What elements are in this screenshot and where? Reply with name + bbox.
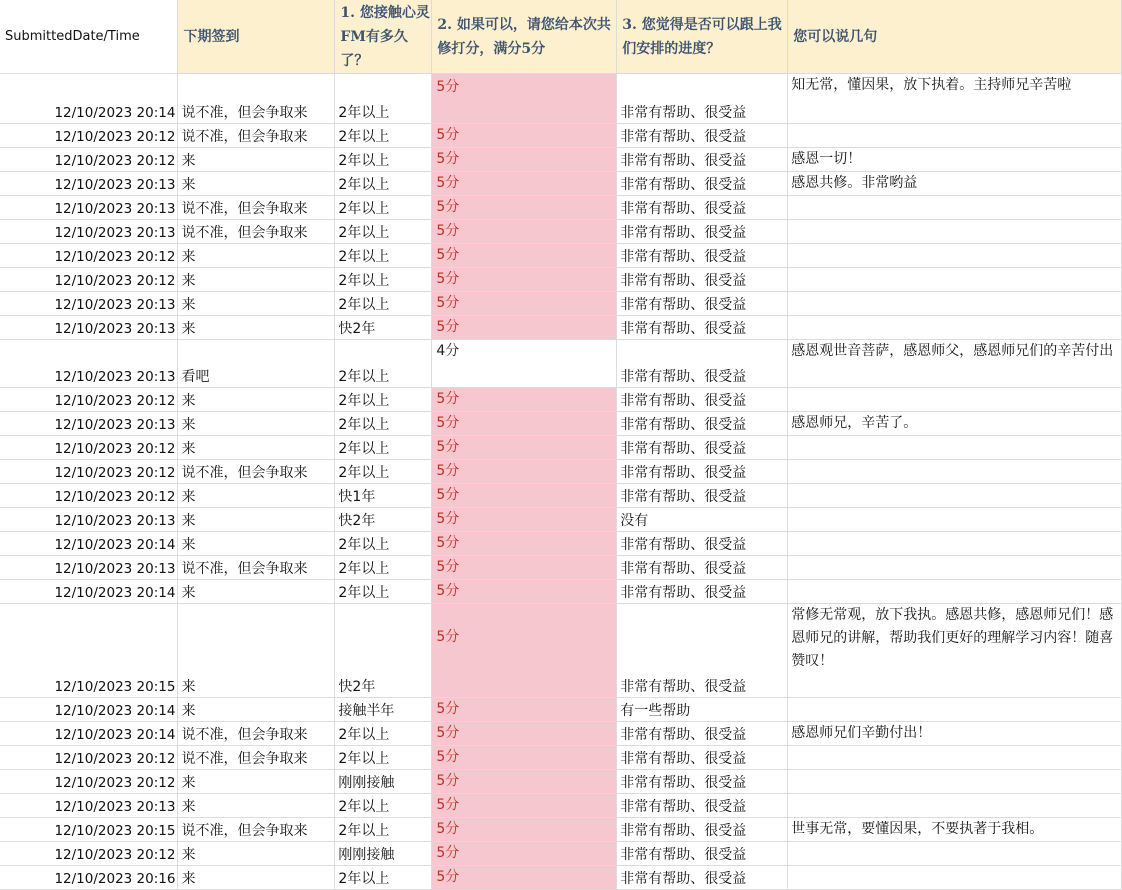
cell-score[interactable]: 5分: [432, 436, 617, 460]
cell-score[interactable]: 5分: [432, 388, 617, 412]
cell-score[interactable]: 4分: [432, 340, 617, 388]
cell-comment[interactable]: [788, 196, 1122, 220]
cell-score[interactable]: 5分: [432, 316, 617, 340]
cell-comment[interactable]: 世事无常，要懂因果，不要执著于我相。: [788, 818, 1122, 842]
cell-date[interactable]: 12/10/2023 20:14: [0, 698, 178, 722]
cell-progress[interactable]: 非常有帮助、很受益: [617, 818, 788, 842]
cell-score[interactable]: 5分: [432, 722, 617, 746]
cell-date[interactable]: 12/10/2023 20:12: [0, 268, 178, 292]
cell-duration[interactable]: 刚刚接触: [335, 842, 432, 866]
table-row: [0, 556, 1122, 580]
cell-date[interactable]: 12/10/2023 20:13: [0, 508, 178, 532]
cell-date[interactable]: 12/10/2023 20:12: [0, 842, 178, 866]
cell-duration[interactable]: 2年以上: [335, 460, 432, 484]
cell-comment[interactable]: [788, 698, 1122, 722]
cell-duration[interactable]: 2年以上: [335, 556, 432, 580]
cell-progress[interactable]: 非常有帮助、很受益: [617, 460, 788, 484]
cell-score[interactable]: 5分: [432, 604, 617, 698]
cell-progress[interactable]: 非常有帮助、很受益: [617, 340, 788, 388]
cell-date[interactable]: 12/10/2023 20:14: [0, 74, 178, 124]
cell-date[interactable]: 12/10/2023 20:13: [0, 220, 178, 244]
cell-signup[interactable]: 来: [178, 244, 335, 268]
cell-date[interactable]: 12/10/2023 20:12: [0, 770, 178, 794]
cell-duration[interactable]: 快2年: [335, 508, 432, 532]
cell-signup[interactable]: 说不准，但会争取来: [178, 460, 335, 484]
cell-comment[interactable]: [788, 794, 1122, 818]
cell-progress[interactable]: 非常有帮助、很受益: [617, 244, 788, 268]
cell-progress[interactable]: 非常有帮助、很受益: [617, 388, 788, 412]
table-row: [0, 316, 1122, 340]
cell-comment[interactable]: [788, 842, 1122, 866]
cell-duration[interactable]: 2年以上: [335, 172, 432, 196]
cell-signup[interactable]: 来: [178, 292, 335, 316]
cell-date[interactable]: 12/10/2023 20:15: [0, 604, 178, 698]
table-row: [0, 388, 1122, 412]
cell-score[interactable]: 5分: [432, 244, 617, 268]
cell-duration[interactable]: 2年以上: [335, 532, 432, 556]
cell-date[interactable]: 12/10/2023 20:13: [0, 196, 178, 220]
cell-date[interactable]: 12/10/2023 20:12: [0, 124, 178, 148]
table-row: [0, 746, 1122, 770]
cell-signup[interactable]: 来: [178, 842, 335, 866]
cell-date[interactable]: 12/10/2023 20:14: [0, 580, 178, 604]
cell-date[interactable]: 12/10/2023 20:12: [0, 460, 178, 484]
cell-signup[interactable]: 来: [178, 172, 335, 196]
cell-comment[interactable]: [788, 532, 1122, 556]
cell-signup[interactable]: 说不准，但会争取来: [178, 556, 335, 580]
cell-comment[interactable]: [788, 124, 1122, 148]
cell-date[interactable]: 12/10/2023 20:13: [0, 794, 178, 818]
cell-signup[interactable]: 来: [178, 148, 335, 172]
cell-comment[interactable]: [788, 556, 1122, 580]
cell-comment[interactable]: 感恩师兄们辛勤付出！: [788, 722, 1122, 746]
cell-score[interactable]: 5分: [432, 292, 617, 316]
cell-progress[interactable]: 非常有帮助、很受益: [617, 722, 788, 746]
table-row: [0, 842, 1122, 866]
cell-duration[interactable]: 快1年: [335, 484, 432, 508]
cell-comment[interactable]: [788, 436, 1122, 460]
cell-comment[interactable]: 常修无常观，放下我执。感恩共修，感恩师兄们！感恩师兄的讲解，帮助我们更好的理解学习内容！随喜赞叹！: [788, 604, 1122, 698]
cell-signup[interactable]: 说不准，但会争取来: [178, 196, 335, 220]
cell-progress[interactable]: 非常有帮助、很受益: [617, 220, 788, 244]
cell-date[interactable]: 12/10/2023 20:12: [0, 436, 178, 460]
cell-score[interactable]: 5分: [432, 74, 617, 124]
cell-comment[interactable]: 知无常，懂因果，放下执着。主持师兄辛苦啦: [788, 74, 1122, 124]
cell-progress[interactable]: 非常有帮助、很受益: [617, 436, 788, 460]
cell-signup[interactable]: 来: [178, 268, 335, 292]
table-row: [0, 74, 1122, 124]
cell-duration[interactable]: 2年以上: [335, 148, 432, 172]
cell-date[interactable]: 12/10/2023 20:13: [0, 172, 178, 196]
table-row: [0, 698, 1122, 722]
cell-signup[interactable]: 说不准，但会争取来: [178, 124, 335, 148]
table-row: [0, 412, 1122, 436]
cell-progress[interactable]: 非常有帮助、很受益: [617, 746, 788, 770]
table-row: [0, 244, 1122, 268]
cell-score[interactable]: 5分: [432, 866, 617, 890]
cell-progress[interactable]: 有一些帮助: [617, 698, 788, 722]
cell-comment[interactable]: [788, 220, 1122, 244]
cell-comment[interactable]: [788, 316, 1122, 340]
table-row: [0, 268, 1122, 292]
cell-progress[interactable]: 非常有帮助、很受益: [617, 124, 788, 148]
table-row: [0, 220, 1122, 244]
cell-date[interactable]: 12/10/2023 20:14: [0, 722, 178, 746]
cell-signup[interactable]: 来: [178, 388, 335, 412]
header-row: [0, 0, 1122, 74]
cell-signup[interactable]: 来: [178, 532, 335, 556]
cell-score[interactable]: 5分: [432, 196, 617, 220]
table-row: [0, 580, 1122, 604]
table-row: [0, 818, 1122, 842]
cell-comment[interactable]: [788, 746, 1122, 770]
table-row: [0, 866, 1122, 890]
cell-signup[interactable]: 来: [178, 484, 335, 508]
cell-signup[interactable]: 来: [178, 770, 335, 794]
cell-duration[interactable]: 2年以上: [335, 388, 432, 412]
cell-score[interactable]: 5分: [432, 580, 617, 604]
cell-duration[interactable]: 接触半年: [335, 698, 432, 722]
cell-score[interactable]: 5分: [432, 124, 617, 148]
header-comment[interactable]: 您可以说几句: [788, 0, 1122, 74]
cell-signup[interactable]: 来: [178, 436, 335, 460]
cell-duration[interactable]: 2年以上: [335, 292, 432, 316]
cell-comment[interactable]: [788, 484, 1122, 508]
cell-progress[interactable]: 非常有帮助、很受益: [617, 580, 788, 604]
cell-date[interactable]: 12/10/2023 20:13: [0, 556, 178, 580]
cell-comment[interactable]: [788, 508, 1122, 532]
cell-comment[interactable]: 感恩观世音菩萨，感恩师父，感恩师兄们的辛苦付出: [788, 340, 1122, 388]
cell-date[interactable]: 12/10/2023 20:12: [0, 746, 178, 770]
cell-signup[interactable]: 说不准，但会争取来: [178, 722, 335, 746]
cell-signup[interactable]: 来: [178, 866, 335, 890]
cell-comment[interactable]: [788, 388, 1122, 412]
cell-date[interactable]: 12/10/2023 20:13: [0, 316, 178, 340]
table-row: [0, 722, 1122, 746]
header-submitted-date[interactable]: SubmittedDate/Time: [0, 0, 178, 74]
table-row: [0, 124, 1122, 148]
cell-signup[interactable]: 说不准，但会争取来: [178, 746, 335, 770]
cell-progress[interactable]: 非常有帮助、很受益: [617, 604, 788, 698]
cell-date[interactable]: 12/10/2023 20:13: [0, 412, 178, 436]
table-row: [0, 292, 1122, 316]
cell-score[interactable]: 5分: [432, 148, 617, 172]
cell-signup[interactable]: 来: [178, 580, 335, 604]
cell-duration[interactable]: 2年以上: [335, 436, 432, 460]
cell-date[interactable]: 12/10/2023 20:16: [0, 866, 178, 890]
cell-signup[interactable]: 来: [178, 316, 335, 340]
cell-progress[interactable]: 非常有帮助、很受益: [617, 484, 788, 508]
cell-score[interactable]: 5分: [432, 532, 617, 556]
cell-duration[interactable]: 刚刚接触: [335, 770, 432, 794]
cell-date[interactable]: 12/10/2023 20:12: [0, 244, 178, 268]
cell-progress[interactable]: 没有: [617, 508, 788, 532]
cell-comment[interactable]: 感恩共修。非常哟益: [788, 172, 1122, 196]
cell-score[interactable]: 5分: [432, 508, 617, 532]
cell-score[interactable]: 5分: [432, 770, 617, 794]
cell-score[interactable]: 5分: [432, 818, 617, 842]
cell-comment[interactable]: [788, 770, 1122, 794]
table-row: [0, 532, 1122, 556]
cell-comment[interactable]: 感恩一切！: [788, 148, 1122, 172]
cell-score[interactable]: 5分: [432, 460, 617, 484]
cell-date[interactable]: 12/10/2023 20:12: [0, 148, 178, 172]
table-row: [0, 794, 1122, 818]
table-row: [0, 148, 1122, 172]
cell-date[interactable]: 12/10/2023 20:13: [0, 292, 178, 316]
cell-progress[interactable]: 非常有帮助、很受益: [617, 292, 788, 316]
cell-progress[interactable]: 非常有帮助、很受益: [617, 412, 788, 436]
table-row: [0, 604, 1122, 698]
cell-duration[interactable]: 快2年: [335, 316, 432, 340]
cell-score[interactable]: 5分: [432, 172, 617, 196]
cell-duration[interactable]: 2年以上: [335, 794, 432, 818]
header-progress[interactable]: 3. 您觉得是否可以跟上我们安排的进度？: [617, 0, 788, 74]
cell-duration[interactable]: 2年以上: [335, 722, 432, 746]
cell-signup[interactable]: 来: [178, 604, 335, 698]
cell-comment[interactable]: [788, 866, 1122, 890]
cell-signup[interactable]: 来: [178, 794, 335, 818]
cell-duration[interactable]: 2年以上: [335, 340, 432, 388]
cell-score[interactable]: 5分: [432, 842, 617, 866]
cell-signup[interactable]: 看吧: [178, 340, 335, 388]
cell-duration[interactable]: 2年以上: [335, 196, 432, 220]
cell-comment[interactable]: [788, 580, 1122, 604]
cell-signup[interactable]: 来: [178, 508, 335, 532]
cell-progress[interactable]: 非常有帮助、很受益: [617, 770, 788, 794]
cell-score[interactable]: 5分: [432, 794, 617, 818]
cell-score[interactable]: 5分: [432, 484, 617, 508]
cell-score[interactable]: 5分: [432, 698, 617, 722]
cell-progress[interactable]: 非常有帮助、很受益: [617, 556, 788, 580]
cell-progress[interactable]: 非常有帮助、很受益: [617, 532, 788, 556]
cell-score[interactable]: 5分: [432, 268, 617, 292]
header-score[interactable]: 2. 如果可以，请您给本次共修打分，满分5分: [432, 0, 617, 74]
cell-progress[interactable]: 非常有帮助、很受益: [617, 794, 788, 818]
table-row: [0, 340, 1122, 388]
cell-date[interactable]: 12/10/2023 20:14: [0, 532, 178, 556]
cell-progress[interactable]: 非常有帮助、很受益: [617, 842, 788, 866]
table-row: [0, 770, 1122, 794]
table-row: [0, 484, 1122, 508]
cell-duration[interactable]: 2年以上: [335, 268, 432, 292]
cell-score[interactable]: 5分: [432, 220, 617, 244]
cell-progress[interactable]: 非常有帮助、很受益: [617, 316, 788, 340]
cell-duration[interactable]: 快2年: [335, 604, 432, 698]
cell-duration[interactable]: 2年以上: [335, 412, 432, 436]
header-duration[interactable]: 1. 您接触心灵FM有多久了？: [335, 0, 432, 74]
cell-signup[interactable]: 说不准，但会争取来: [178, 74, 335, 124]
cell-signup[interactable]: 来: [178, 698, 335, 722]
cell-duration[interactable]: 2年以上: [335, 866, 432, 890]
cell-score[interactable]: 5分: [432, 556, 617, 580]
cell-comment[interactable]: 感恩师兄，辛苦了。: [788, 412, 1122, 436]
cell-comment[interactable]: [788, 268, 1122, 292]
cell-progress[interactable]: 非常有帮助、很受益: [617, 172, 788, 196]
header-next-signup[interactable]: 下期签到: [178, 0, 335, 74]
cell-comment[interactable]: [788, 244, 1122, 268]
cell-progress[interactable]: 非常有帮助、很受益: [617, 268, 788, 292]
cell-comment[interactable]: [788, 292, 1122, 316]
cell-signup[interactable]: 来: [178, 412, 335, 436]
cell-date[interactable]: 12/10/2023 20:15: [0, 818, 178, 842]
cell-duration[interactable]: 2年以上: [335, 818, 432, 842]
cell-date[interactable]: 12/10/2023 20:13: [0, 340, 178, 388]
cell-signup[interactable]: 说不准，但会争取来: [178, 220, 335, 244]
cell-progress[interactable]: 非常有帮助、很受益: [617, 148, 788, 172]
cell-duration[interactable]: 2年以上: [335, 74, 432, 124]
cell-date[interactable]: 12/10/2023 20:12: [0, 388, 178, 412]
cell-progress[interactable]: 非常有帮助、很受益: [617, 196, 788, 220]
cell-duration[interactable]: 2年以上: [335, 580, 432, 604]
table-row: [0, 436, 1122, 460]
table-row: [0, 508, 1122, 532]
cell-date[interactable]: 12/10/2023 20:12: [0, 484, 178, 508]
cell-score[interactable]: 5分: [432, 746, 617, 770]
cell-score[interactable]: 5分: [432, 412, 617, 436]
table-row: [0, 460, 1122, 484]
cell-progress[interactable]: 非常有帮助、很受益: [617, 74, 788, 124]
table-row: [0, 196, 1122, 220]
cell-duration[interactable]: 2年以上: [335, 244, 432, 268]
cell-signup[interactable]: 说不准，但会争取来: [178, 818, 335, 842]
cell-progress[interactable]: 非常有帮助、很受益: [617, 866, 788, 890]
cell-duration[interactable]: 2年以上: [335, 124, 432, 148]
cell-duration[interactable]: 2年以上: [335, 746, 432, 770]
table-row: [0, 172, 1122, 196]
cell-comment[interactable]: [788, 460, 1122, 484]
cell-duration[interactable]: 2年以上: [335, 220, 432, 244]
